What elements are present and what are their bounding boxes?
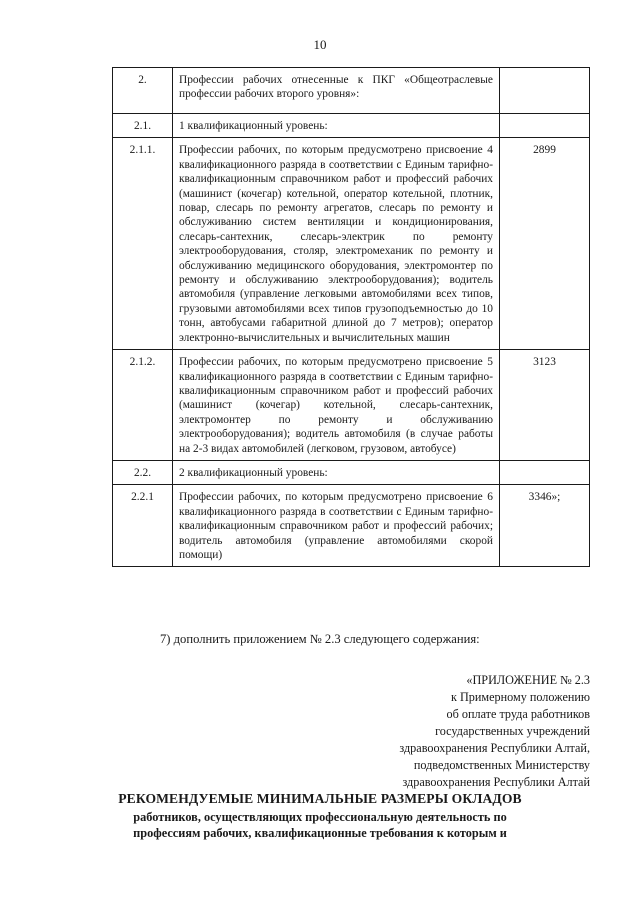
row-number: 2.2. [113,460,173,484]
table-row [113,460,590,484]
row-number: 2.1.2. [113,350,173,461]
profession-salary-table [112,67,590,567]
title-subline: профессиям рабочих, квалификационные требования к которым и [133,826,507,840]
table-row [113,114,590,138]
row-number: 2. [113,68,173,114]
row-salary: 2899 [500,138,590,350]
row-description: Профессии рабочих отнесенные к ПКГ «Общеотраслевые профессии рабочих второго уровня»: [173,68,500,114]
appendix-line: здравоохранения Республики Алтай, [399,741,590,755]
row-description: Профессии рабочих, по которым предусмотрено присвоение 6 квалификационного разряда в соответствии с Единым тарифно-квалификационным справочником работ и профессий рабочих; водитель автомобиля (управление автомобилями скорой помощи) [173,485,500,567]
amendment-instruction: 7) дополнить приложением № 2.3 следующего содержания: [160,632,480,646]
appendix-line: об оплате труда работников [446,707,590,721]
appendix-line: к Примерному положению [451,690,590,704]
row-number: 2.2.1 [113,485,173,567]
row-description: 2 квалификационный уровень: [173,460,500,484]
table-row [113,138,590,350]
row-salary [500,460,590,484]
table-row [113,485,590,567]
appendix-line: подведомственных Министерству [413,758,590,772]
appendix-header [300,672,590,791]
row-description: Профессии рабочих, по которым предусмотрено присвоение 5 квалификационного разряда в соответствии с Единым тарифно-квалификационным справочником работ и профессий рабочих (машинист (кочегар) котельной, слесарь-сантехник, электромонтер по ремонту и обслуживанию электрооборудования); водитель автомобиля (в случае работы на 2-3 видах автомобилей (легковом, грузовом, автобусе) [173,350,500,461]
title-subline: работников, осуществляющих профессиональную деятельность по [133,810,507,824]
row-description: 1 квалификационный уровень: [173,114,500,138]
row-number: 2.1. [113,114,173,138]
row-salary [500,68,590,114]
page-number: 10 [313,37,327,52]
table-row [113,350,590,461]
row-number: 2.1.1. [113,138,173,350]
document-title [60,789,580,841]
table-row [113,68,590,114]
row-description: Профессии рабочих, по которым предусмотрено присвоение 4 квалификационного разряда в соответствии с Единым тарифно-квалификационным справочником работ и профессий рабочих (машинист (кочегар) котельной, оператор котельной, плотник, повар, слесарь по ремонту агрегатов, слесарь по ремонту и обслуживанию систем вентиляции и кондиционирования, слесарь-сантехник, слесарь-электрик по ремонту электрооборудования, столяр, электромеханик по ремонту и обслуживанию медицинского оборудования, электромонтер по ремонту и обслуживанию электрооборудования); водитель автомобиля (управление легковыми автомобилями всех типов, грузовыми автомобилями всех типов грузоподъемностью до 10 тонн, автобусами габаритной длиной до 7 метров); оператор электронно-вычислительных и вычислительных машин [173,138,500,350]
appendix-line: государственных учреждений [435,724,590,738]
row-salary: 3123 [500,350,590,461]
row-salary: 3346»; [500,485,590,567]
appendix-line: «ПРИЛОЖЕНИЕ № 2.3 [466,673,590,687]
row-salary [500,114,590,138]
title-main: РЕКОМЕНДУЕМЫЕ МИНИМАЛЬНЫЕ РАЗМЕРЫ ОКЛАДОВ [118,791,522,806]
appendix-line: здравоохранения Республики Алтай [402,775,590,789]
